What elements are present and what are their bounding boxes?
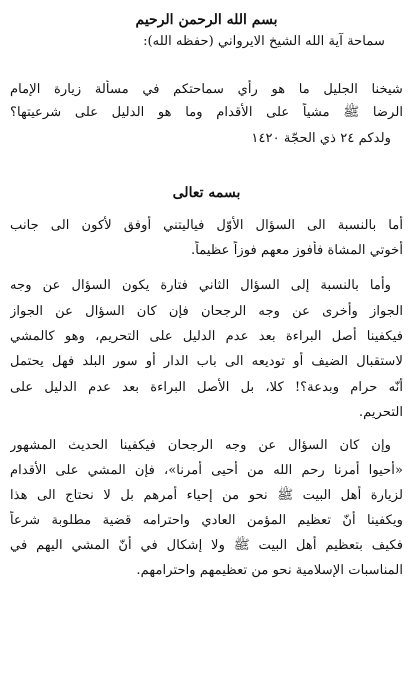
answer-heading: بسمه تعالى xyxy=(172,185,241,201)
answer-line: «أحيوا أمرنا رحم الله من أحيى أمرنا»، فإن المشي على الأقدام xyxy=(10,463,403,478)
answer-line: أنّه حرام وبدعة؟! كلا، بل الأصل البراءة بعد عدم الدليل على xyxy=(10,380,403,395)
answer-line: وأما بالنسبة إلى السؤال الثاني فتارة يكون السؤال عن وجه xyxy=(10,278,391,293)
signature-date-line: ولدكم ٢٤ ذي الحجّة ١٤٢٠ xyxy=(251,131,391,146)
addressee-line: سماحة آية الله الشيخ الايرواني (حفظه الله): xyxy=(143,34,385,49)
answer-line: أخوتي المشاة فأفوز معهم فوزاً عظيماً. xyxy=(191,243,403,258)
answer-line: أما بالنسبة الى السؤال الأوّل فياليتني أوفق لأكون الى جانب xyxy=(10,218,403,233)
answer-line: ويكفينا أنّ تعظيم المؤمن العادي واحترامه قضية مطلوبة شرعاً xyxy=(10,513,403,528)
answer-line: فكيف بتعظيم أهل البيت ﷺ ولا إشكال في أنّ المشي اليهم في xyxy=(10,538,403,553)
answer-line: المناسبات الإسلامية نحو من تعظيمهم واحترامهم. xyxy=(136,563,403,578)
answer-line: لاستقبال الضيف أو توديعه الى باب الدار أو سور البلد فهل يحتمل xyxy=(10,354,403,369)
answer-line: وإن كان السؤال عن وجه الرجحان فيكفينا الحديث المشهور xyxy=(10,438,391,453)
answer-line: الجواز وأخرى عن وجه الرجحان فإن كان السؤال عن الجواز xyxy=(10,304,403,319)
question-line: الرضا ﷺ مشياً على الأقدام وما هو الدليل على شرعيتها؟ xyxy=(10,105,403,120)
answer-line: فيكفينا أصل البراءة بعد عدم الدليل على التحريم، وهو كالمشي xyxy=(10,329,403,344)
answer-line: التحريم. xyxy=(358,405,403,420)
basmala-heading: بسم الله الرحمن الرحيم xyxy=(135,12,278,28)
question-line: شيخنا الجليل ما هو رأي سماحتكم في مسألة زيارة الإمام xyxy=(10,82,403,97)
answer-line: لزيارة أهل البيت ﷺ نحو من إحياء أمرهم بل لا نحتاج الى هذا xyxy=(10,488,403,503)
